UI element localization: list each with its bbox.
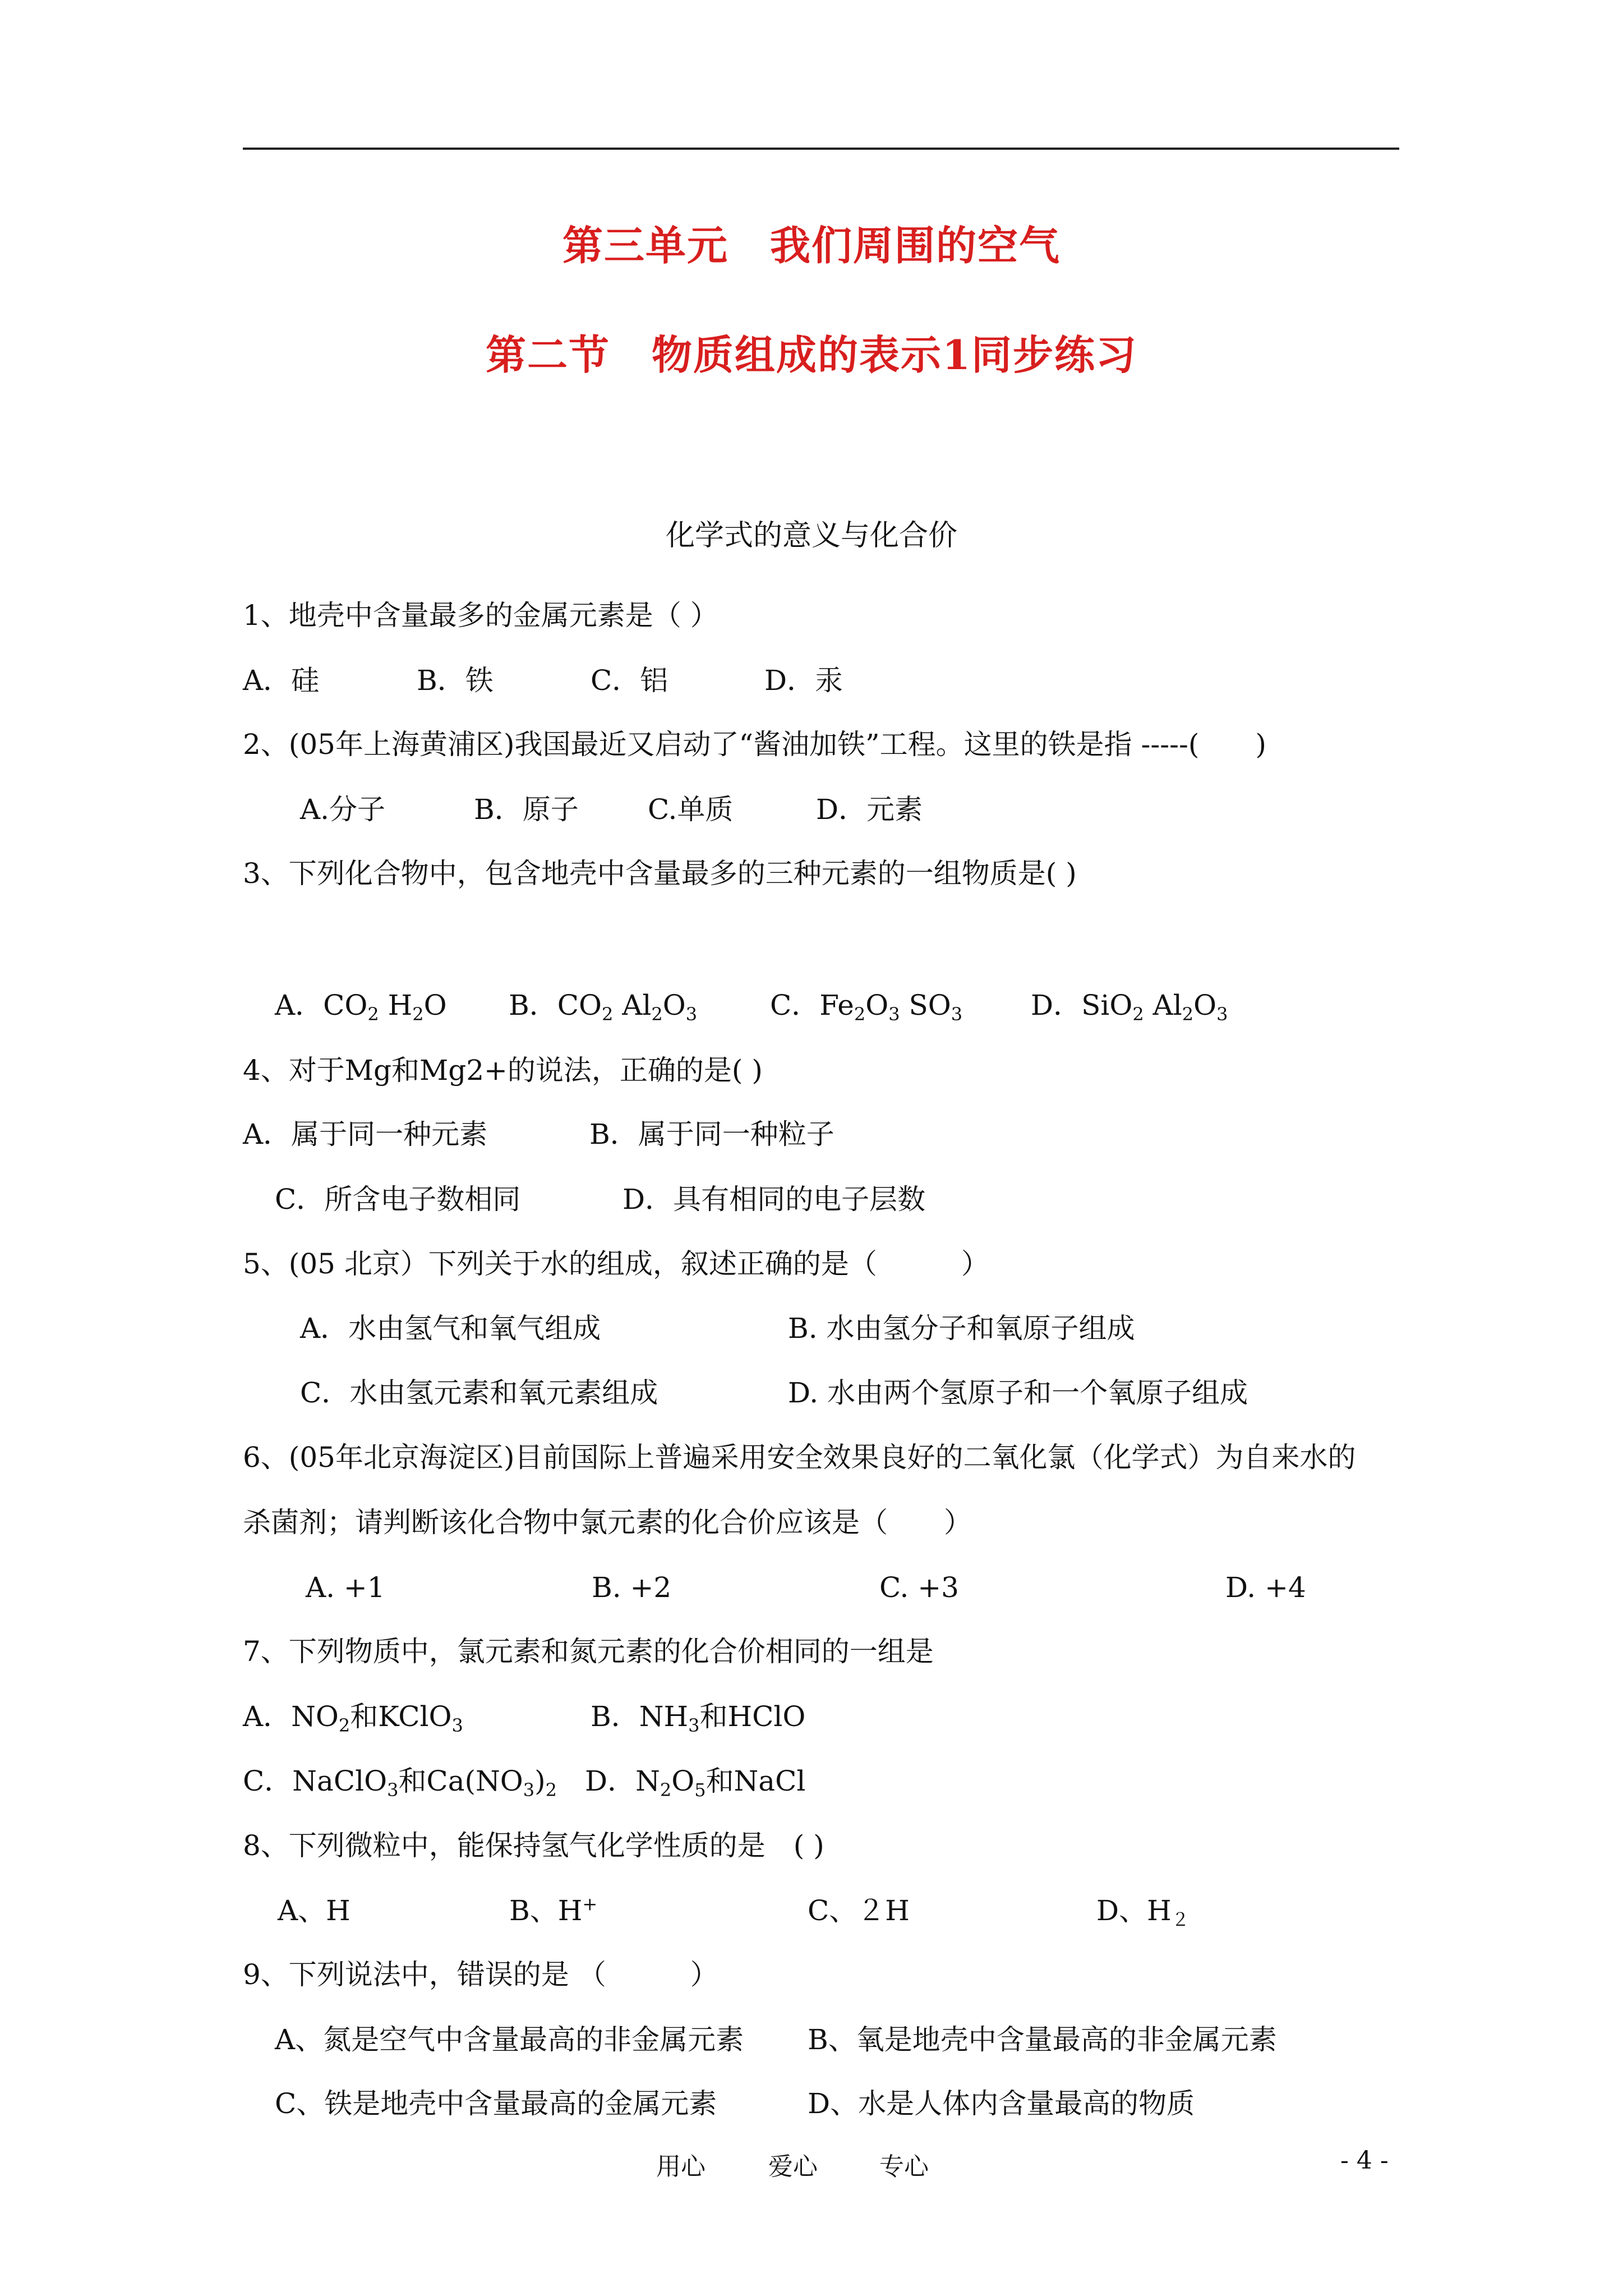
q2-option-a: A.分子 (300, 793, 386, 826)
question-4-stem: 4、对于Mg和Mg2+的说法，正确的是( ) (243, 1054, 763, 1087)
unit-title: 第三单元 我们周围的空气 (562, 222, 1061, 269)
q4-option-a: A．属于同一种元素 (243, 1118, 488, 1151)
q8-option-a: A、H (278, 1894, 351, 1927)
header-rule (243, 148, 1399, 150)
q1-option-a: A．硅 (243, 664, 320, 697)
footer-motto-3: 专心 (879, 2152, 929, 2181)
q5-option-b: B. 水由氢分子和氧原子组成 (788, 1312, 1135, 1345)
q4-option-c: C．所含电子数相同 (275, 1183, 521, 1216)
question-6-stem-line-1: 6、(05年北京海淀区)目前国际上普遍采用安全效果良好的二氧化氯（化学式）为自来水的 (243, 1441, 1356, 1474)
q5-option-d: D. 水由两个氢原子和一个氧原子组成 (788, 1377, 1248, 1409)
q1-option-c: C．铝 (591, 664, 668, 697)
q8-option-d: D、$H_2$ (1096, 1894, 1189, 1930)
q2-option-d: D．元素 (816, 793, 923, 826)
section-title: 第二节 物质组成的表示1同步练习 (485, 331, 1138, 379)
q4-option-b: B．属于同一种粒子 (589, 1118, 834, 1151)
question-9-stem: 9、下列说法中，错误的是 （ ） (243, 1958, 718, 1991)
question-5-stem: 5、(05 北京）下列关于水的组成，叙述正确的是（ ） (243, 1248, 989, 1280)
q1-option-b: B．铁 (417, 664, 494, 697)
q7-option-a: A．$NO_2$和KClO$_3$ (243, 1700, 463, 1736)
question-2-stem: 2、(05年上海黄浦区)我国最近又启动了“酱油加铁”工程。这里的铁是指 -----( ) (243, 728, 1266, 761)
q6-option-a: A. +1 (306, 1571, 385, 1604)
q6-option-b: B. +2 (592, 1571, 672, 1604)
q2-option-c: C.单质 (648, 793, 734, 826)
footer-motto-1: 用心 (656, 2152, 706, 2181)
q3-option-c: C．$Fe_2O_3$ $SO_3$ (770, 989, 963, 1025)
q5-option-c: C．水由氢元素和氧元素组成 (300, 1377, 658, 1409)
subject-heading: 化学式的意义与化合价 (665, 519, 957, 553)
q8-option-b: B、H+ (509, 1893, 598, 1927)
question-7-stem: 7、下列物质中，氯元素和氮元素的化合价相同的一组是 (243, 1635, 934, 1668)
question-1-stem: 1、地壳中含量最多的金属元素是（ ） (243, 599, 718, 632)
q9-option-a: A、氮是空气中含量最高的非金属元素 (275, 2023, 744, 2056)
q2-option-b: B．原子 (474, 793, 579, 826)
q8-option-c: C、２H (808, 1894, 910, 1927)
q5-option-a: A．水由氢气和氧气组成 (300, 1312, 601, 1345)
question-8-stem: 8、下列微粒中，能保持氢气化学性质的是 ( ) (243, 1829, 824, 1862)
q1-option-d: D．汞 (764, 664, 843, 697)
q7-option-d: D．$N_2O_5$和NaCl (585, 1765, 806, 1801)
page-number: - 4 - (1340, 2146, 1389, 2175)
q9-option-c: C、铁是地壳中含量最高的金属元素 (275, 2087, 717, 2120)
q7-option-b: B．$NH_3$和HClO (591, 1700, 806, 1736)
question-6-stem-line-2: 杀菌剂；请判断该化合物中氯元素的化合价应该是（ ） (243, 1506, 972, 1539)
question-3-stem: 3、下列化合物中，包含地壳中含量最多的三种元素的一组物质是( ) (243, 857, 1077, 890)
q6-option-c: C. +3 (879, 1571, 959, 1604)
q3-option-a: A．$CO_2$ $H_2O$ (275, 989, 447, 1025)
q9-option-d: D、水是人体内含量最高的物质 (808, 2087, 1195, 2120)
q9-option-b: B、氧是地壳中含量最高的非金属元素 (808, 2023, 1277, 2056)
q6-option-d: D. +4 (1225, 1571, 1306, 1604)
q7-option-c: C．NaClO$_3$和$Ca(NO_3)_2$ (243, 1765, 557, 1801)
footer-motto-2: 爱心 (768, 2152, 818, 2181)
q3-option-d: D．SiO$_2$ $Al_2O_3$ (1031, 989, 1228, 1025)
q3-option-b: B．$CO_2$ $Al_2O_3$ (509, 989, 698, 1025)
q4-option-d: D．具有相同的电子层数 (623, 1183, 926, 1216)
